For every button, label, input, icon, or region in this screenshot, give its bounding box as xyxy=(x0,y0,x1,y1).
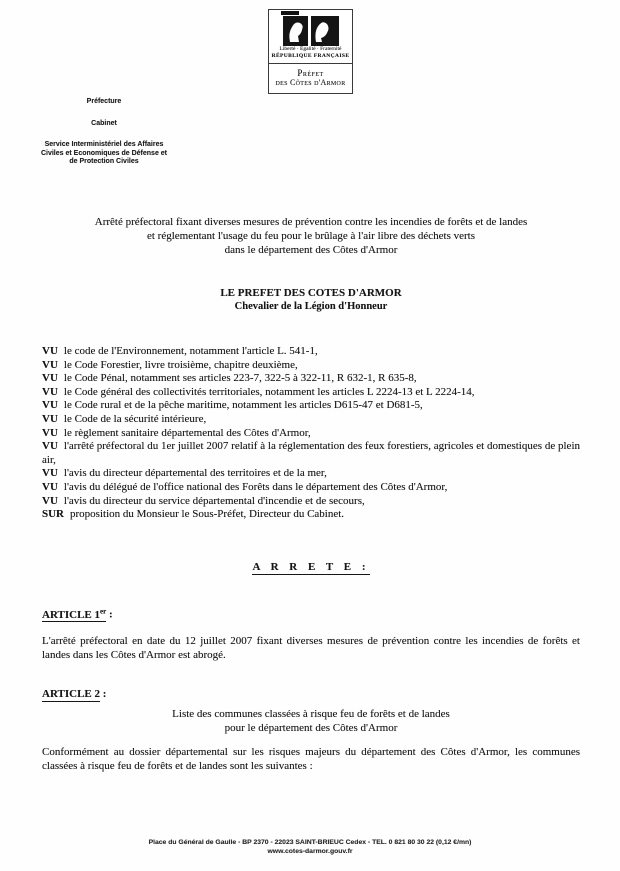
prefet-heading xyxy=(42,286,580,314)
footer-address: Place du Général de Gaulle - BP 2370 - 22023 SAINT-BRIEUC Cedex - TEL. 0 821 80 30 22 (0,12 €/mn) xyxy=(148,839,472,846)
visa-text: le règlement sanitaire départemental des Côtes d'Armor, xyxy=(63,426,311,439)
visa-text: le Code rural et de la pêche maritime, notamment les articles D615-47 et D681-5, xyxy=(63,399,423,412)
vu-prefix: VU xyxy=(42,467,58,480)
arrete-heading xyxy=(42,560,580,574)
title-line-3: dans le département des Côtes d'Armor xyxy=(224,244,398,256)
article-2-subtitle-line-1: Liste des communes classées à risque feu de forêts et de landes xyxy=(172,708,450,720)
article-2-body: Conformément au dossier départemental sur les risques majeurs du département des Côtes d'Armor, les communes classées à risque feu de forêts et de landes sont les suivantes : xyxy=(42,746,580,772)
article-1-colon: : xyxy=(106,608,113,621)
visa-item xyxy=(42,386,580,400)
republique-francaise-logo xyxy=(268,9,353,94)
vu-prefix: VU xyxy=(42,372,58,385)
vu-prefix: VU xyxy=(42,385,58,398)
prefecture-label: Préfecture xyxy=(86,98,122,105)
logo-motto: Liberté · Égalité · Fraternité xyxy=(279,46,342,52)
visa-item xyxy=(42,427,580,441)
article-1-body: L'arrêté préfectoral en date du 12 juillet 2007 fixant diverses mesures de prévention contre les incendies de forêts et landes dans les Côtes d'Armor est abrogé. xyxy=(42,635,580,661)
prefet-heading-line-2: Chevalier de la Légion d'Honneur xyxy=(234,301,388,312)
service-label: Service Interministériel des Affaires Civiles et Economiques de Défense et de Protection Civiles xyxy=(40,141,168,165)
vu-prefix: VU xyxy=(42,440,58,453)
visa-text: l'avis du délégué de l'office national des Forêts dans le département des Côtes d'Armor, xyxy=(63,480,448,493)
vu-prefix: VU xyxy=(42,399,58,412)
visa-item xyxy=(42,440,580,467)
marianne-logo-cell xyxy=(269,10,352,64)
visa-text: l'avis du directeur du service départemental d'incendie et de secours, xyxy=(63,494,365,507)
article-1-heading-underlined xyxy=(42,609,106,623)
visa-item xyxy=(42,495,580,509)
footer-url: www.cotes-darmor.gouv.fr xyxy=(267,848,353,855)
article-2-colon: : xyxy=(100,688,107,700)
vu-prefix: VU xyxy=(42,345,58,357)
visa-text: l'arrêté préfectoral du 1er juillet 2007 relatif à la réglementation des feux forestiers, agricoles et domestiques de plein air, xyxy=(42,440,580,466)
article-1-label: ARTICLE 1 xyxy=(42,608,100,621)
visa-text: le code de l'Environnement, notamment l'article L. 541-1, xyxy=(63,345,318,357)
visa-text: le Code Pénal, notamment ses articles 223-7, 322-5 à 322-11, R 632-1, R 635-8, xyxy=(63,372,417,385)
article-2-heading xyxy=(42,687,580,701)
issuing-service-block xyxy=(38,98,170,167)
title-line-2: et réglementant l'usage du feu pour le brûlage à l'air libre des déchets verts xyxy=(146,230,476,242)
visa-list xyxy=(42,345,580,522)
visa-item xyxy=(42,413,580,427)
article-2-subtitle xyxy=(42,707,580,735)
visa-text: proposition du Monsieur le Sous-Préfet, Directeur du Cabinet. xyxy=(70,508,345,521)
article-1-sup: er xyxy=(100,607,107,615)
article-2-subtitle-line-2: pour le département des Côtes d'Armor xyxy=(224,722,398,734)
article-1-heading xyxy=(42,604,580,622)
article-2-heading-underlined: ARTICLE 2 xyxy=(42,688,100,700)
visa-text: le Code général des collectivités territoriales, notamment les articles L 2224-13 et L 2224-14, xyxy=(63,385,475,398)
vu-prefix: VU xyxy=(42,426,58,439)
vu-prefix: VU xyxy=(42,412,58,425)
vu-prefix: VU xyxy=(42,358,58,371)
page-footer xyxy=(0,838,620,856)
logo-republique: RÉPUBLIQUE FRANÇAISE xyxy=(271,53,350,59)
visa-text: le Code de la sécurité intérieure, xyxy=(63,412,207,425)
logo-top-bar xyxy=(281,11,299,15)
visa-item xyxy=(42,508,580,522)
title-line-1: Arrêté préfectoral fixant diverses mesures de prévention contre les incendies de forêts et de landes xyxy=(94,216,528,228)
marianne-emblem-icon xyxy=(283,16,339,46)
visa-text: l'avis du directeur départemental des territoires et de la mer, xyxy=(63,467,327,480)
visa-item xyxy=(42,359,580,373)
visa-item xyxy=(42,345,580,359)
visa-item xyxy=(42,467,580,481)
visa-item xyxy=(42,481,580,495)
vu-prefix: VU xyxy=(42,480,58,493)
cabinet-label: Cabinet xyxy=(91,119,117,127)
document-title xyxy=(42,215,580,257)
arrete-heading-text: A R R E T E : xyxy=(252,561,370,573)
vu-prefix: VU xyxy=(42,494,58,507)
visa-text: le Code Forestier, livre troisième, chapitre deuxième, xyxy=(63,358,298,371)
visa-item xyxy=(42,399,580,413)
prefet-heading-line-1: LE PREFET DES COTES D'ARMOR xyxy=(220,287,402,299)
vu-prefix: SUR xyxy=(42,508,65,521)
prefet-department-label: des Côtes d'Armor xyxy=(275,78,346,87)
visa-item xyxy=(42,372,580,386)
prefet-logo-cell xyxy=(269,64,352,93)
prefet-label: Préfet xyxy=(297,68,324,78)
